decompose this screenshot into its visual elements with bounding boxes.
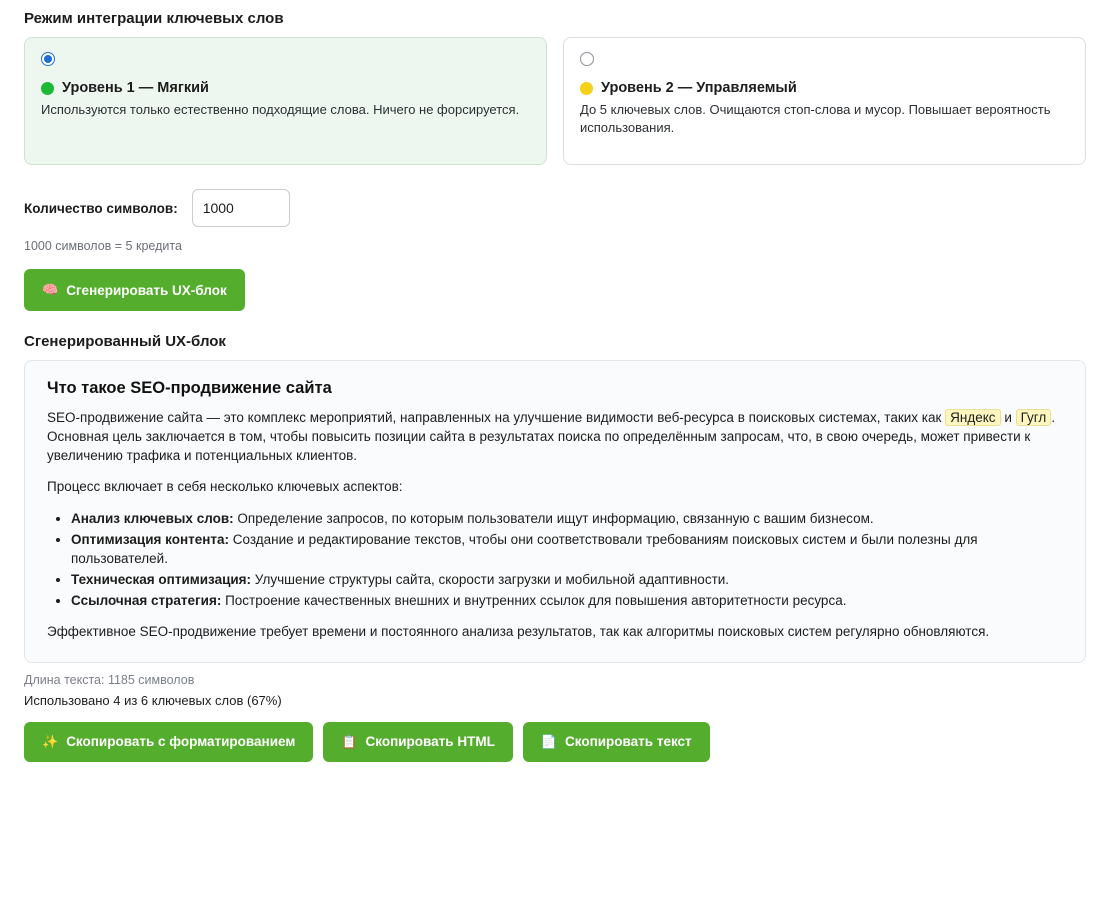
generated-output-box: [24, 360, 1086, 663]
copy-html-label: Скопировать HTML: [365, 734, 495, 750]
bullet-text-4: Построение качественных внешних и внутренних ссылок для повышения авторитетности ресурса.: [221, 593, 847, 609]
bullet-term-3: Техническая оптимизация:: [71, 572, 252, 588]
char-count-row: [24, 189, 1086, 227]
list-item: [71, 591, 1063, 610]
bullet-term-4: Ссылочная стратегия:: [71, 593, 222, 609]
bullet-text-1: Определение запросов, по которым пользователи ищут информацию, связанную с вашим бизнесом.: [233, 510, 874, 526]
article-p1-part-b: . Основная цель заключается в том, чтобы повысить позиции сайта в результатах поиска по определённым запросам, что, в свою очередь, может привести к увеличению трафика и потенциальных клиентов.: [47, 410, 1056, 464]
bullet-text-2: Создание и редактирование текстов, чтобы они соответствовали требованиям поисковых систем и были полезны для пользователей.: [71, 531, 978, 566]
credits-note: 1000 символов = 5 кредита: [24, 239, 182, 253]
mode-card-level-1-header: [41, 80, 530, 96]
article-p1-part-a: SEO-продвижение сайта — это комплекс мероприятий, направленных на улучшение видимости веб-ресурса в поисковых системах, таких как: [47, 410, 942, 425]
bullet-term-1: Анализ ключевых слов:: [71, 510, 234, 526]
article-heading: Что такое SEO-продвижение сайта: [47, 379, 332, 397]
article-paragraph-3: Эффективное SEO-продвижение требует времени и постоянного анализа результатов, так как алгоритмы поисковых систем регулярно обновляются.: [47, 624, 990, 640]
generate-ux-block-label: Сгенерировать UX-блок: [66, 282, 227, 298]
mode-card-level-1[interactable]: [24, 37, 547, 165]
bullet-text-3: Улучшение структуры сайта, скорости загрузки и мобильной адаптивности.: [251, 572, 730, 588]
bullet-term-2: Оптимизация контента:: [71, 531, 229, 547]
page-icon: 📄: [540, 733, 558, 749]
mode-card-level-1-title: Уровень 1 — Мягкий: [62, 80, 209, 96]
article-paragraph-1: [47, 408, 1063, 465]
radio-level-2[interactable]: [580, 52, 594, 66]
copy-formatted-button[interactable]: [24, 722, 313, 762]
clipboard-icon: 📋: [341, 733, 358, 749]
article-paragraph-2: Процесс включает в себя несколько ключевых аспектов:: [47, 479, 403, 495]
mode-card-level-1-description: Используются только естественно подходящие слова. Ничего не форсируется.: [41, 102, 520, 117]
char-count-label: Количество символов:: [24, 200, 178, 216]
keyword-highlight-2: Гугл: [1016, 409, 1052, 426]
sparkle-icon: ✨: [42, 733, 59, 749]
list-item: [71, 570, 1063, 589]
char-count-input[interactable]: [192, 189, 290, 227]
keyword-highlight-1: Яндекс: [945, 409, 1000, 426]
copy-formatted-label: Скопировать с форматированием: [66, 734, 296, 750]
mode-card-group: [24, 37, 1086, 165]
output-section-title: Сгенерированный UX-блок: [24, 333, 226, 350]
radio-level-1[interactable]: [41, 52, 55, 66]
article-p1-conjunction: и: [1004, 410, 1012, 425]
copy-text-button[interactable]: [523, 722, 710, 762]
mode-card-level-2-description: До 5 ключевых слов. Очищаются стоп-слова и мусор. Повышает вероятность использования.: [580, 102, 1051, 135]
yellow-dot-icon: [580, 82, 593, 95]
mode-card-level-2[interactable]: [563, 37, 1086, 165]
copy-text-label: Скопировать текст: [565, 734, 692, 750]
text-length-status: Длина текста: 1185 символов: [24, 672, 195, 687]
list-item: [71, 509, 1063, 528]
generate-ux-block-button[interactable]: [24, 269, 245, 311]
mode-card-level-2-header: [580, 80, 1069, 96]
brain-icon: 🧠: [42, 282, 59, 297]
green-dot-icon: [41, 82, 54, 95]
copy-html-button[interactable]: [323, 722, 513, 762]
list-item: [71, 530, 1063, 568]
article-bullet-list: [47, 509, 1063, 611]
mode-card-level-2-title: Уровень 2 — Управляемый: [601, 80, 797, 96]
copy-actions-row: [24, 722, 1086, 762]
mode-section-title: Режим интеграции ключевых слов: [24, 10, 284, 27]
keywords-used-status: Использовано 4 из 6 ключевых слов (67%): [24, 692, 282, 708]
